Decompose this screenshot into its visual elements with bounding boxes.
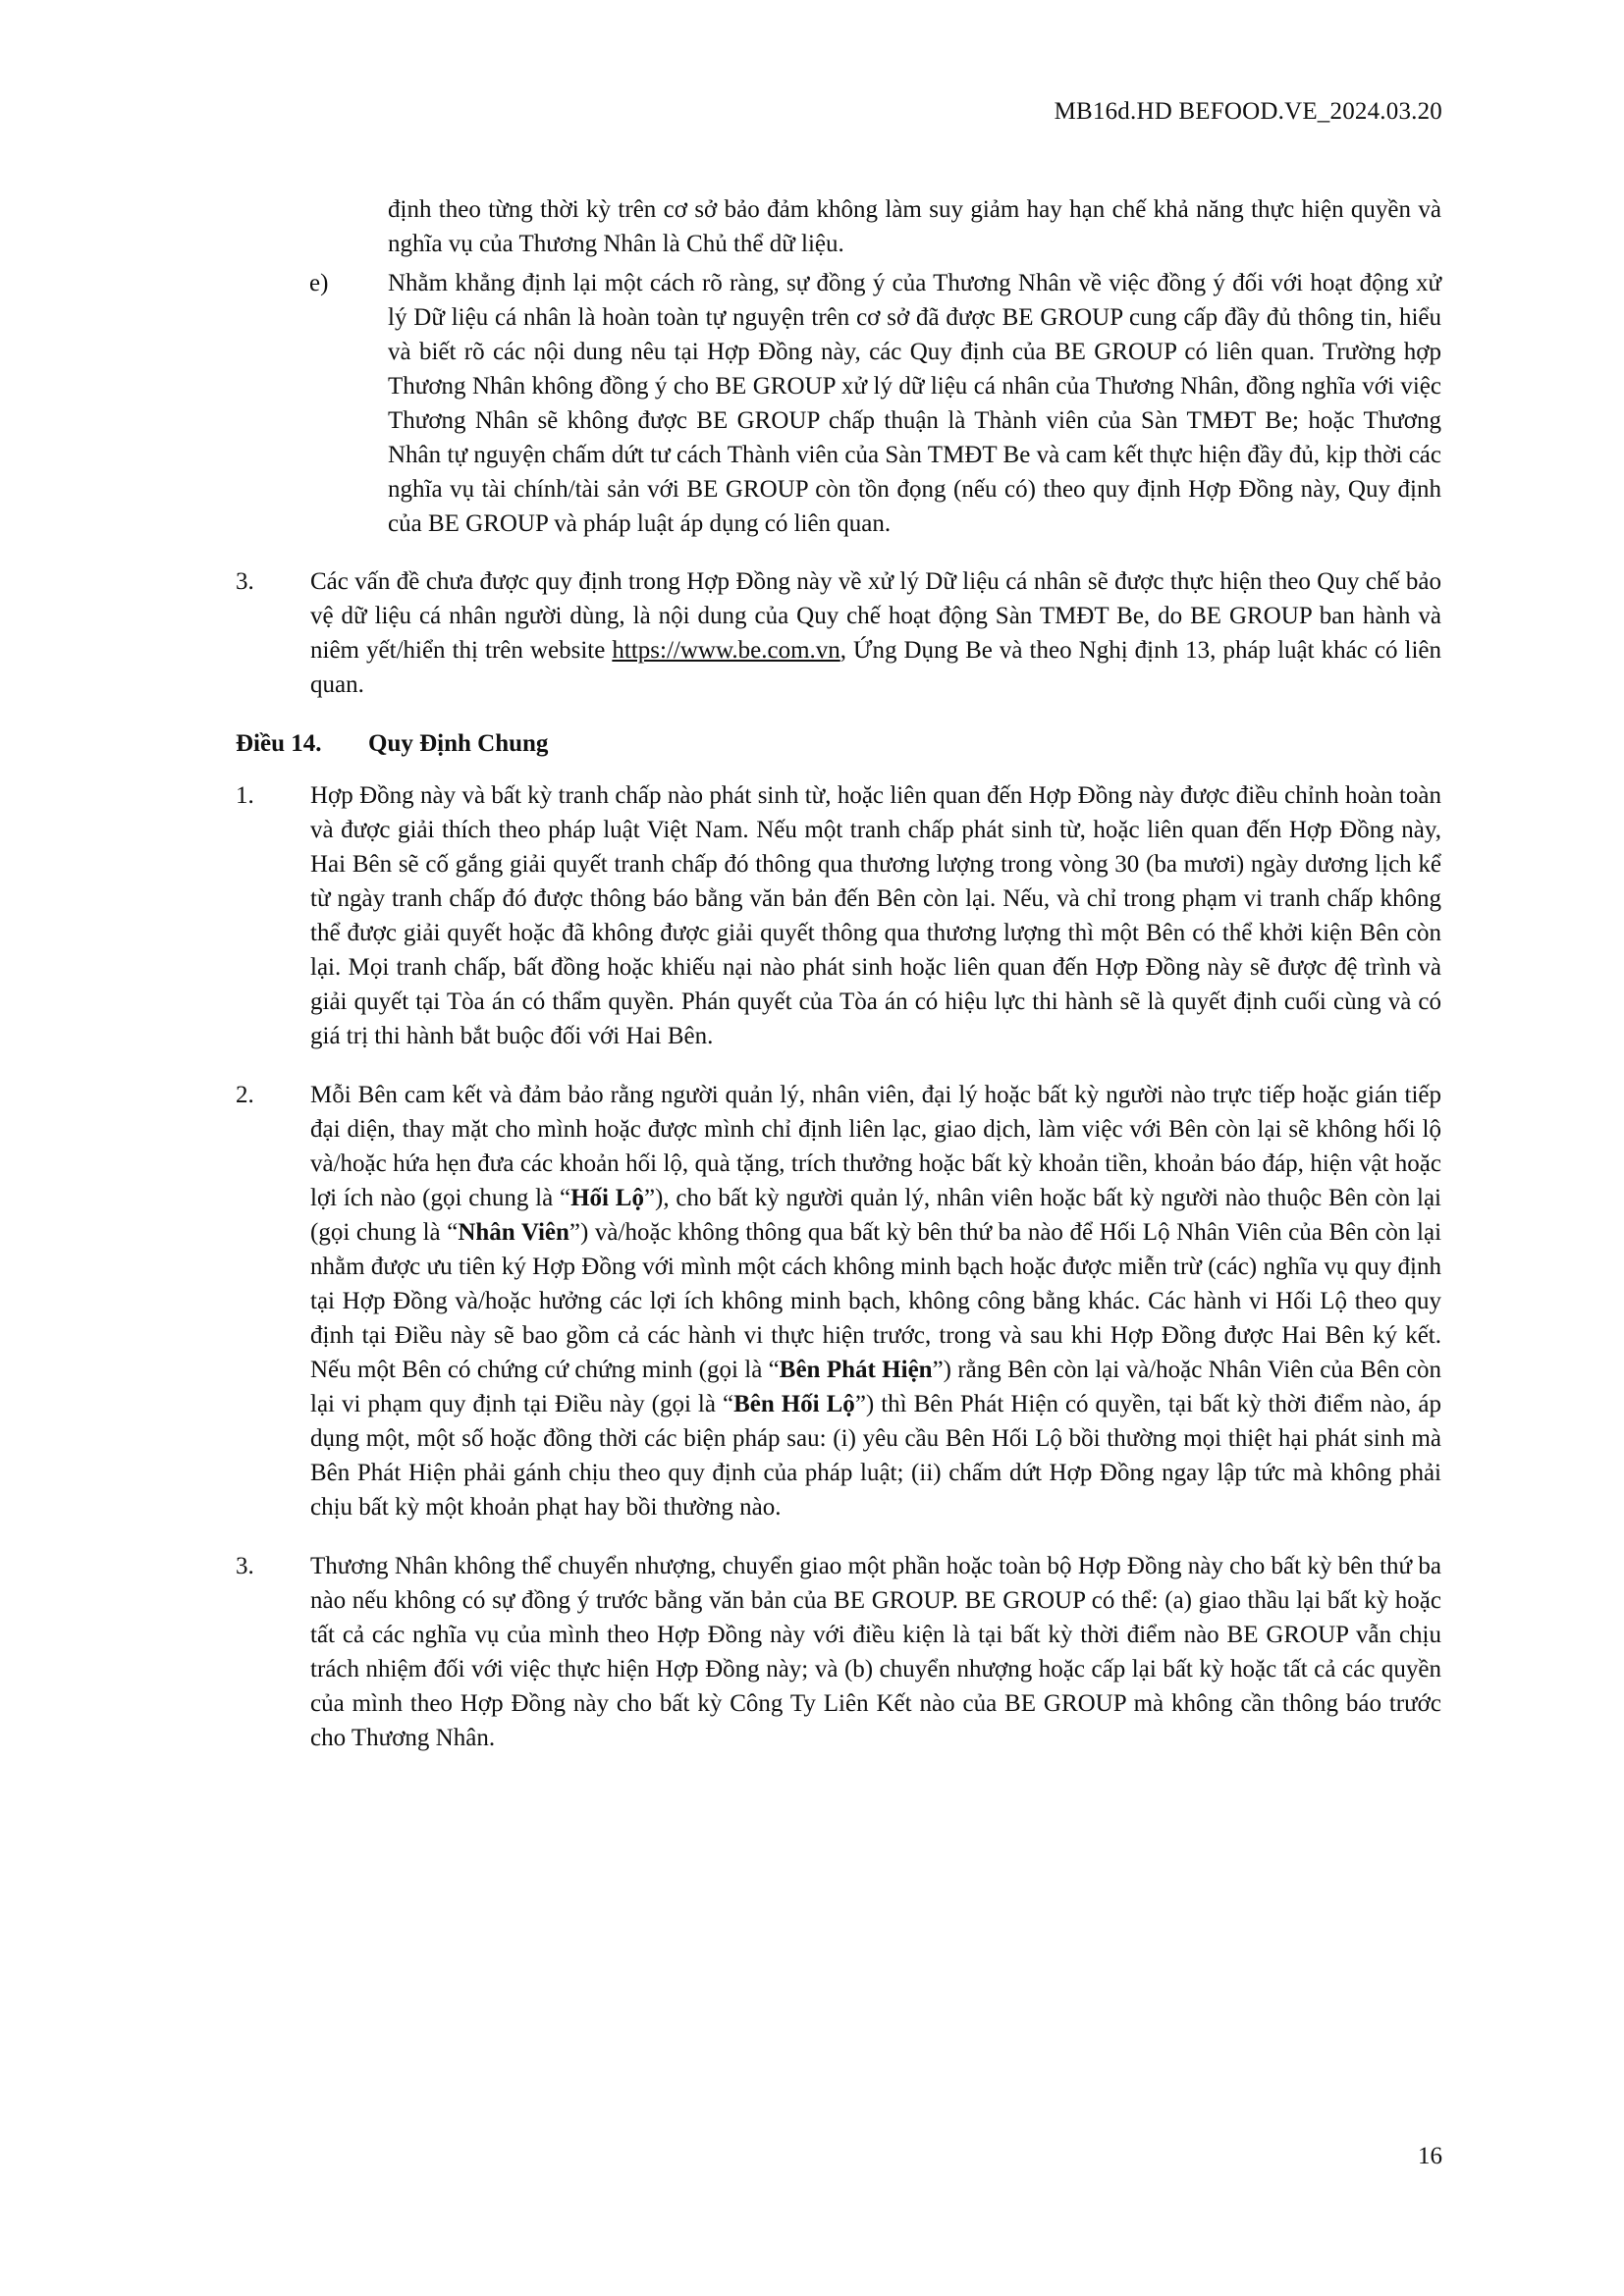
clause-text [310,1078,1441,1524]
clause-text: Thương Nhân không thể chuyển nhượng, chuyển giao một phần hoặc toàn bộ Hợp Đồng này cho bất kỳ bên thứ ba nào nếu không có sự đồng ý trước bằng văn bản của BE GROUP. BE GROUP có thể: (a) giao thầu lại bất kỳ hoặc tất cả các nghĩa vụ của mình theo Hợp Đồng này với điều kiện là tại bất kỳ thời điểm nào BE GROUP vẫn chịu trách nhiệm đối với việc thực hiện Hợp Đồng này; và (b) chuyển nhượng hoặc cấp lại bất kỳ hoặc tất cả các quyền của mình theo Hợp Đồng này cho bất kỳ Công Ty Liên Kết nào của BE GROUP mà không cần thông báo trước cho Thương Nhân. [310,1553,1441,1751]
list-marker: e) [309,270,329,296]
clause-text-part: ”) thì Bên Phát Hiện có quyền, tại bất kỳ thời điểm nào, áp dụng một, một số hoặc đồng thời các biện pháp sau: (i) yêu cầu Bên Hối Lộ bồi thường mọi thiệt hại phát sinh mà Bên Phát Hiện phải gánh chịu theo quy định của pháp luật; (ii) chấm dứt Hợp Đồng ngay lập tức mà không phải chịu bất kỳ một khoản phạt hay bồi thường nào. [310,1391,1442,1521]
clause-marker: 1. [236,782,254,809]
clause-marker: 2. [236,1082,254,1108]
clause-text-part: ”) và/hoặc không thông qua bất kỳ bên thứ ba nào để Hối Lộ Nhân Viên của Bên còn lại nhằm được ưu tiên ký Hợp Đồng với mình một cách không minh bạch hoặc được miễn trừ (các) nghĩa vụ quy định tại Hợp Đồng và/hoặc hưởng các lợi ích không minh bạch, không công bằng khác. Các hành vi Hối Lộ theo quy định tại Điều này sẽ bao gồm cả các hành vi thực hiện trước, trong và sau khi Hợp Đồng được Hai Bên ký kết. Nếu một Bên có chứng cứ chứng minh (gọi là “ [310,1219,1442,1383]
clause-marker: 3. [236,1553,254,1579]
list-item-e [236,266,1441,541]
page-content [236,192,1441,1780]
defined-term-nhan-vien: Nhân Viên [458,1219,569,1246]
article-heading [236,726,1441,761]
clause-marker: 3. [236,568,254,595]
defined-term-ben-phat-hien: Bên Phát Hiện [779,1357,933,1383]
article-title: Quy Định Chung [368,730,549,757]
clause-3 [236,1549,1441,1755]
document-code: MB16d.HD BEFOOD.VE_2024.03.20 [1054,98,1442,125]
clause-2 [236,1078,1441,1524]
defined-term-ben-hoi-lo: Bên Hối Lộ [733,1391,855,1417]
list-item-text: Nhằm khẳng định lại một cách rõ ràng, sự đồng ý của Thương Nhân về việc đồng ý đối với hoạt động xử lý Dữ liệu cá nhân là hoàn toàn tự nguyện trên cơ sở đã được BE GROUP cung cấp đầy đủ thông tin, hiểu và biết rõ các nội dung nêu tại Hợp Đồng này, các Quy định của BE GROUP có liên quan. Trường hợp Thương Nhân không đồng ý cho BE GROUP xử lý dữ liệu cá nhân của Thương Nhân, đồng nghĩa với việc Thương Nhân sẽ không được BE GROUP chấp thuận là Thành viên của Sàn TMĐT Be; hoặc Thương Nhân tự nguyện chấm dứt tư cách Thành viên của Sàn TMĐT Be và cam kết thực hiện đầy đủ, kịp thời các nghĩa vụ tài chính/tài sản với BE GROUP còn tồn đọng (nếu có) theo quy định Hợp Đồng này, Quy định của BE GROUP và pháp luật áp dụng có liên quan. [388,270,1441,537]
clause-1 [236,778,1441,1053]
page-number: 16 [1418,2143,1442,2169]
defined-term-hoi-lo: Hối Lộ [570,1185,644,1211]
clause-text [310,564,1441,702]
clause-text-part: , Ứng Dụng Be và theo Nghị định 13, pháp luật khác có liên quan. [310,637,1441,698]
website-link[interactable]: https://www.be.com.vn [612,637,840,664]
clause-text: Hợp Đồng này và bất kỳ tranh chấp nào phát sinh từ, hoặc liên quan đến Hợp Đồng này được điều chỉnh hoàn toàn và được giải thích theo pháp luật Việt Nam. Nếu một tranh chấp phát sinh từ, hoặc liên quan đến Hợp Đồng này, Hai Bên sẽ cố gắng giải quyết tranh chấp đó thông qua thương lượng trong vòng 30 (ba mươi) ngày dương lịch kể từ ngày tranh chấp đó được thông báo bằng văn bản đến Bên còn lại. Nếu, và chỉ trong phạm vi tranh chấp không thể được giải quyết hoặc đã không được giải quyết thông qua thương lượng thì một Bên có thể khởi kiện Bên còn lại. Mọi tranh chấp, bất đồng hoặc khiếu nại nào phát sinh hoặc liên quan đến Hợp Đồng này sẽ được đệ trình và giải quyết tại Tòa án có thẩm quyền. Phán quyết của Tòa án có hiệu lực thi hành sẽ là quyết định cuối cùng và có giá trị thi hành bắt buộc đối với Hai Bên. [310,782,1441,1049]
continuation-paragraph: định theo từng thời kỳ trên cơ sở bảo đảm không làm suy giảm hay hạn chế khả năng thực hiện quyền và nghĩa vụ của Thương Nhân là Chủ thể dữ liệu. [388,196,1441,257]
clause-text-part: ”) rằng Bên còn lại và/hoặc Nhân Viên của Bên còn lại vi phạm quy định tại Điều này (gọi là “ [310,1357,1441,1417]
clause-text-part: Các vấn đề chưa được quy định trong Hợp Đồng này về xử lý Dữ liệu cá nhân sẽ được thực hiện theo Quy chế bảo vệ dữ liệu cá nhân người dùng, là nội dung của Quy chế hoạt động Sàn TMĐT Be, do BE GROUP ban hành và niêm yết/hiển thị trên website [310,568,1441,664]
article-number: Điều 14. [236,730,322,757]
clause-text-part: Mỗi Bên cam kết và đảm bảo rằng người quản lý, nhân viên, đại lý hoặc bất kỳ người nào trực tiếp hoặc gián tiếp đại diện, thay mặt cho mình hoặc được mình chỉ định liên lạc, giao dịch, làm việc với Bên còn lại sẽ không hối lộ và/hoặc hứa hẹn đưa các khoản hối lộ, quà tặng, trích thưởng hoặc bất kỳ khoản tiền, khoản báo đáp, hiện vật hoặc lợi ích nào (gọi chung là “ [310,1082,1441,1211]
clause-text-part: ”), cho bất kỳ người quản lý, nhân viên hoặc bất kỳ người nào thuộc Bên còn lại (gọi chung là “ [310,1185,1441,1246]
clause-3-data-processing [236,564,1441,702]
